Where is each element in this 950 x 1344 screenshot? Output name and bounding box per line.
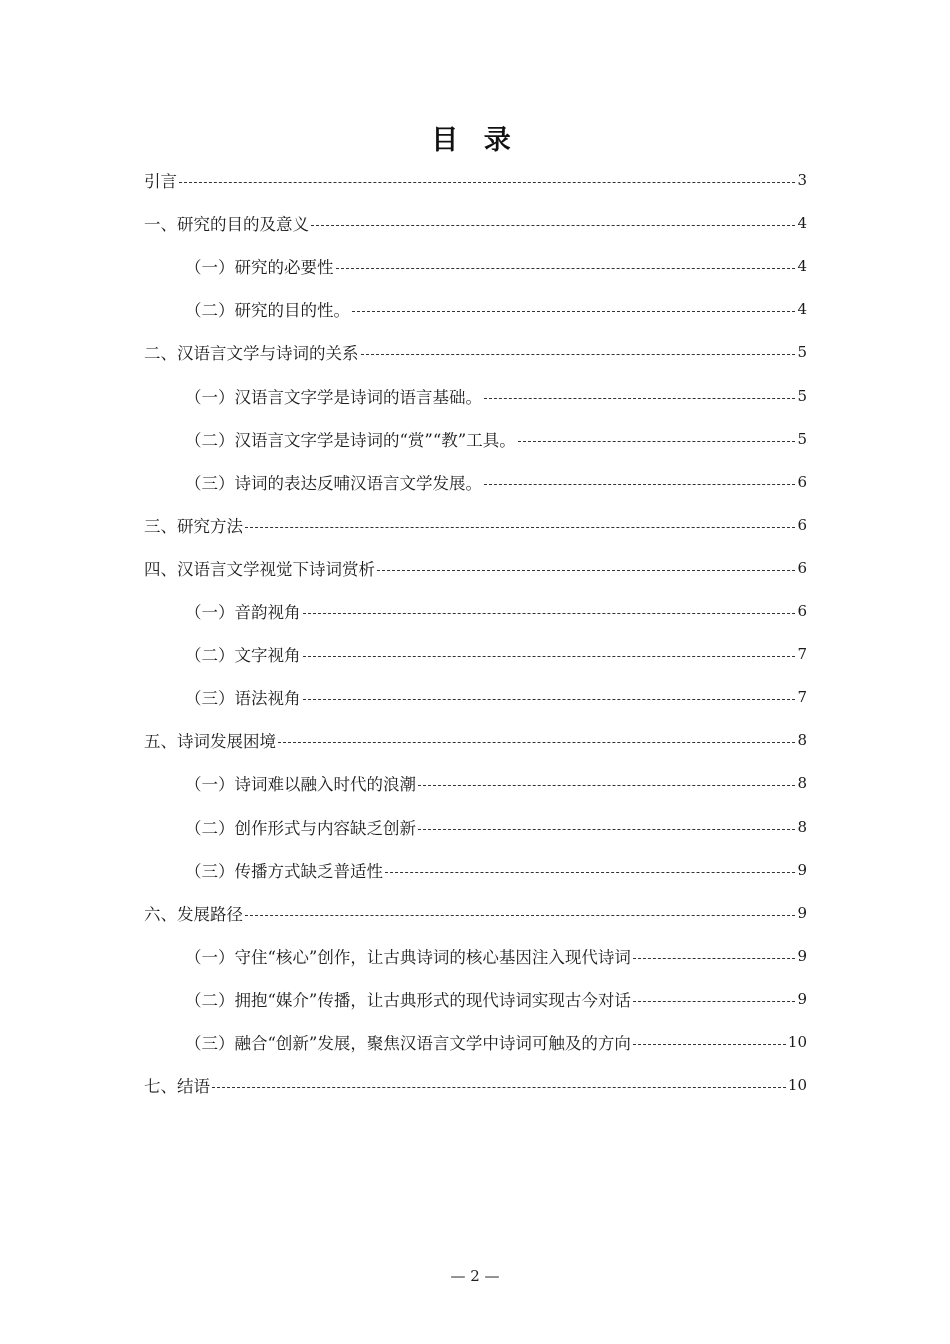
toc-entry-label: （三）融合“创新”发展，聚焦汉语言文学中诗词可触及的方向: [185, 1034, 631, 1053]
toc-entry-page-number: 7: [797, 645, 807, 663]
toc-entry-label: （一）诗词难以融入时代的浪潮: [185, 775, 416, 794]
toc-entry-label: 一、研究的目的及意义: [144, 215, 309, 234]
toc-dot-leader: [484, 398, 795, 399]
toc-entry[interactable]: [185, 943, 807, 969]
toc-entry[interactable]: [144, 512, 807, 538]
toc-dot-leader: [418, 829, 795, 830]
toc-dot-leader: [361, 354, 796, 355]
toc-entry-page-number: 6: [797, 516, 807, 534]
toc-entry[interactable]: [185, 1029, 807, 1055]
toc-entry-page-number: 5: [797, 343, 807, 361]
toc-entry-label: 七、结语: [144, 1077, 210, 1096]
toc-entry-label: （一）研究的必要性: [185, 258, 334, 277]
toc-entry-label: 六、发展路径: [144, 905, 243, 924]
toc-entry-label: （三）诗词的表达反哺汉语言文学发展。: [185, 474, 482, 493]
toc-dot-leader: [352, 311, 795, 312]
toc-entry-page-number: 7: [797, 688, 807, 706]
toc-entry-page-number: 4: [797, 257, 807, 275]
toc-entry[interactable]: [185, 253, 807, 279]
toc-entry[interactable]: [144, 727, 807, 753]
toc-entry-label: （二）研究的目的性。: [185, 301, 350, 320]
toc-entry-page-number: 4: [797, 214, 807, 232]
toc-entry-label: （三）传播方式缺乏普适性: [185, 862, 383, 881]
toc-dot-leader: [179, 182, 795, 183]
toc-dot-leader: [212, 1087, 786, 1088]
toc-dot-leader: [245, 915, 795, 916]
toc-entry-page-number: 9: [797, 861, 807, 879]
toc-entry[interactable]: [185, 383, 807, 409]
toc-entry-page-number: 5: [797, 430, 807, 448]
toc-dot-leader: [303, 656, 796, 657]
toc-dot-leader: [518, 441, 796, 442]
toc-entry-label: （二）创作形式与内容缺乏创新: [185, 819, 416, 838]
toc-entry-page-number: 8: [797, 731, 807, 749]
toc-entry[interactable]: [185, 426, 807, 452]
toc-entry[interactable]: [185, 469, 807, 495]
toc-dot-leader: [303, 699, 796, 700]
toc-entry[interactable]: [144, 339, 807, 365]
toc-entry-label: 引言: [144, 172, 177, 191]
toc-entry[interactable]: [144, 1072, 807, 1098]
toc-entry[interactable]: [185, 598, 807, 624]
page-number-footer: — 2 —: [450, 1267, 500, 1285]
toc-dot-leader: [484, 484, 795, 485]
toc-dot-leader: [336, 268, 796, 269]
toc-title: 目 录: [431, 125, 519, 156]
toc-entry-page-number: 10: [787, 1076, 807, 1094]
toc-dot-leader: [245, 527, 795, 528]
toc-entry-page-number: 10: [787, 1033, 807, 1051]
toc-dot-leader: [311, 225, 795, 226]
toc-entry[interactable]: [185, 986, 807, 1012]
toc-dot-leader: [303, 613, 796, 614]
toc-dot-leader: [633, 1044, 786, 1045]
toc-entry-label: 五、诗词发展困境: [144, 732, 276, 751]
toc-entry[interactable]: [185, 684, 807, 710]
toc-entry-page-number: 8: [797, 774, 807, 792]
toc-dot-leader: [377, 570, 795, 571]
toc-entry-page-number: 6: [797, 473, 807, 491]
toc-entry-label: （二）文字视角: [185, 646, 301, 665]
toc-entry-label: （三）语法视角: [185, 689, 301, 708]
toc-entry-page-number: 6: [797, 602, 807, 620]
toc-entry-page-number: 9: [797, 990, 807, 1008]
toc-entry-page-number: 8: [797, 818, 807, 836]
toc-entry-label: （二）汉语言文字学是诗词的“赏”“教”工具。: [185, 431, 516, 450]
toc-entry-label: 四、汉语言文学视觉下诗词赏析: [144, 560, 375, 579]
toc-entry-page-number: 3: [797, 171, 807, 189]
toc-dot-leader: [418, 785, 795, 786]
toc-entry[interactable]: [185, 857, 807, 883]
toc-entry-page-number: 4: [797, 300, 807, 318]
toc-entry-label: （一）汉语言文字学是诗词的语言基础。: [185, 388, 482, 407]
toc-entry[interactable]: [144, 167, 807, 193]
toc-entry-label: （一）音韵视角: [185, 603, 301, 622]
toc-entry[interactable]: [185, 770, 807, 796]
toc-entry[interactable]: [144, 210, 807, 236]
toc-entry-label: 二、汉语言文学与诗词的关系: [144, 344, 359, 363]
toc-dot-leader: [278, 742, 795, 743]
toc-entry[interactable]: [185, 296, 807, 322]
toc-entry-page-number: 6: [797, 559, 807, 577]
toc-entry-label: （二）拥抱“媒介”传播，让古典形式的现代诗词实现古今对话: [185, 991, 631, 1010]
toc-entry[interactable]: [185, 814, 807, 840]
toc-dot-leader: [385, 872, 795, 873]
toc-entry-label: 三、研究方法: [144, 517, 243, 536]
toc-entry-label: （一）守住“核心”创作，让古典诗词的核心基因注入现代诗词: [185, 948, 631, 967]
toc-entry[interactable]: [185, 641, 807, 667]
toc-entry-page-number: 9: [797, 947, 807, 965]
toc-entry-page-number: 5: [797, 387, 807, 405]
toc-dot-leader: [633, 1001, 796, 1002]
toc-entry[interactable]: [144, 555, 807, 581]
toc-dot-leader: [633, 958, 796, 959]
toc-entry-page-number: 9: [797, 904, 807, 922]
toc-entry[interactable]: [144, 900, 807, 926]
